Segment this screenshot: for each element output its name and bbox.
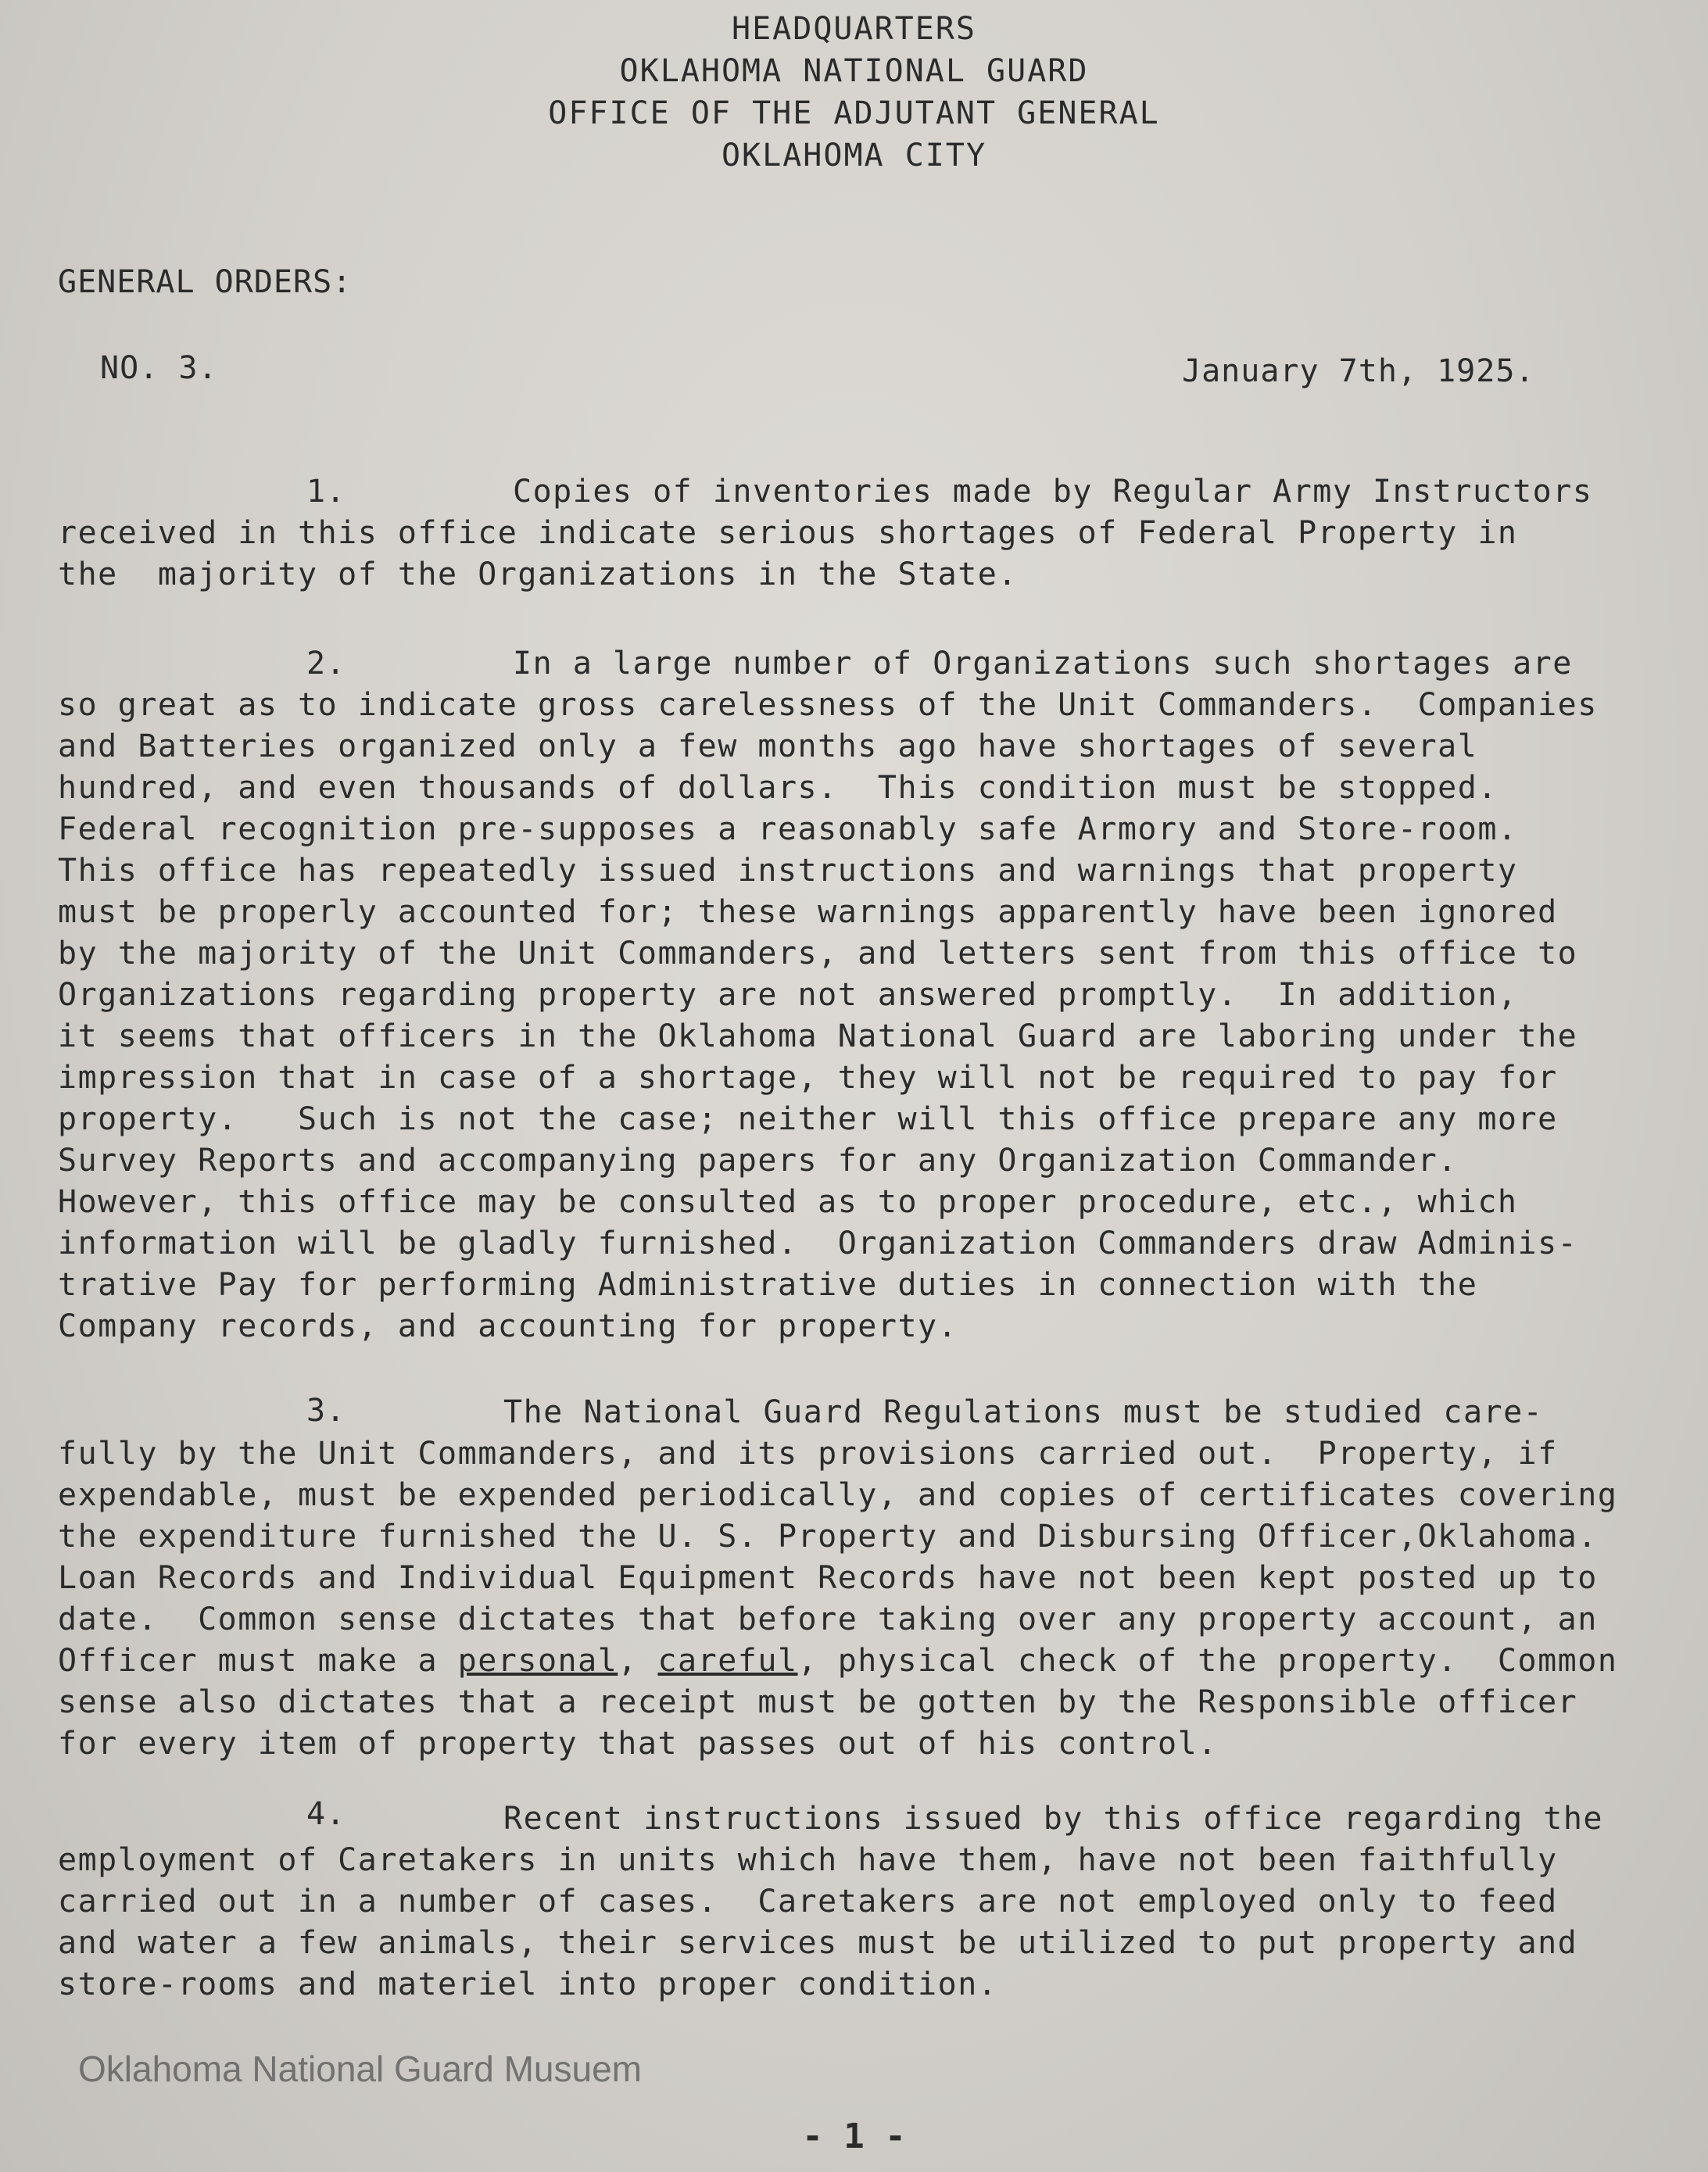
orders-date: January 7th, 1925. bbox=[1182, 353, 1535, 389]
paragraph-3-line: the expenditure furnished the U. S. Property and Disbursing Officer,Oklahoma. bbox=[58, 1519, 1598, 1555]
paragraph-4-line: store-rooms and materiel into proper condition. bbox=[58, 1966, 998, 2002]
paragraph-2-line: hundred, and even thousands of dollars. This condition must be stopped. bbox=[58, 770, 1498, 806]
paragraph-3-line: date. Common sense dictates that before taking over any property account, an bbox=[58, 1601, 1598, 1637]
orders-number: NO. 3. bbox=[100, 350, 218, 386]
paragraph-2-line: it seems that officers in the Oklahoma National Guard are laboring under the bbox=[58, 1018, 1578, 1054]
paragraph-2-line: Organizations regarding property are not answered promptly. In addition, bbox=[58, 977, 1518, 1013]
header-line-2: OKLAHOMA NATIONAL GUARD bbox=[619, 53, 1089, 89]
line-text: Officer must make a bbox=[58, 1643, 458, 1679]
paragraph-4-line: carried out in a number of cases. Caretakers are not employed only to feed bbox=[58, 1884, 1558, 1920]
general-orders-title: GENERAL ORDERS: bbox=[58, 264, 353, 300]
header-line-3: OFFICE OF THE ADJUTANT GENERAL bbox=[548, 95, 1160, 131]
underlined-word-personal: personal bbox=[457, 1643, 618, 1679]
paragraph-4-line: Recent instructions issued by this office regarding the bbox=[503, 1801, 1604, 1837]
header-line-4: OKLAHOMA CITY bbox=[721, 138, 987, 174]
paragraph-3-line: The National Guard Regulations must be studied care- bbox=[503, 1394, 1544, 1430]
paragraph-4-line: and water a few animals, their services must be utilized to put property and bbox=[58, 1925, 1578, 1961]
paragraph-2-line: Survey Reports and accompanying papers for any Organization Commander. bbox=[58, 1143, 1458, 1179]
underlined-word-careful: careful bbox=[657, 1643, 798, 1679]
paragraph-1-line: the majority of the Organizations in the State. bbox=[58, 556, 1018, 592]
paragraph-2-line: However, this office may be consulted as to proper procedure, etc., which bbox=[58, 1184, 1518, 1220]
line-text: , bbox=[618, 1643, 658, 1679]
paragraph-2-line: by the majority of the Unit Commanders, and letters sent from this office to bbox=[58, 936, 1578, 971]
paragraph-2-line: property. Such is not the case; neither will this office prepare any more bbox=[58, 1101, 1558, 1137]
paragraph-4-line: employment of Caretakers in units which have them, have not been faithfully bbox=[58, 1842, 1558, 1878]
paragraph-2-line: impression that in case of a shortage, they will not be required to pay for bbox=[58, 1060, 1558, 1096]
paragraph-3-line: Loan Records and Individual Equipment Records have not been kept posted up to bbox=[58, 1560, 1598, 1596]
paragraph-3-number: 3. bbox=[306, 1393, 346, 1429]
paragraph-3-line: fully by the Unit Commanders, and its provisions carried out. Property, if bbox=[58, 1436, 1558, 1472]
paragraph-2-line: must be properly accounted for; these warnings apparently have been ignored bbox=[58, 894, 1558, 930]
paragraph-2-line: This office has repeatedly issued instructions and warnings that property bbox=[58, 853, 1518, 889]
paragraph-1-line: Copies of inventories made by Regular Army Instructors bbox=[513, 474, 1593, 510]
header-line-1: HEADQUARTERS bbox=[732, 11, 976, 47]
museum-watermark: Oklahoma National Guard Musuem bbox=[78, 2049, 642, 2089]
page-number: - 1 - bbox=[802, 2117, 906, 2156]
paragraph-2-line: Federal recognition pre-supposes a reasonably safe Armory and Store-room. bbox=[58, 811, 1518, 847]
paragraph-3-line-underlined bbox=[58, 1643, 1617, 1679]
paragraph-1-line: received in this office indicate serious shortages of Federal Property in bbox=[58, 515, 1518, 551]
paragraph-4-number: 4. bbox=[306, 1796, 346, 1832]
paragraph-3-line: sense also dictates that a receipt must be gotten by the Responsible officer bbox=[58, 1684, 1578, 1720]
paragraph-2-line: and Batteries organized only a few months ago have shortages of several bbox=[58, 728, 1478, 764]
line-text: , physical check of the property. Common bbox=[797, 1643, 1618, 1679]
paragraph-2-line: so great as to indicate gross carelessness of the Unit Commanders. Companies bbox=[58, 687, 1598, 723]
paragraph-2-number: 2. bbox=[306, 646, 346, 682]
paragraph-2-line: In a large number of Organizations such shortages are bbox=[513, 646, 1573, 682]
paragraph-2-line: trative Pay for performing Administrative duties in connection with the bbox=[58, 1267, 1478, 1303]
paragraph-2-line: information will be gladly furnished. Organization Commanders draw Adminis- bbox=[58, 1226, 1578, 1261]
paragraph-3-line: expendable, must be expended periodically, and copies of certificates covering bbox=[58, 1477, 1618, 1513]
paragraph-2-line: Company records, and accounting for property. bbox=[58, 1308, 958, 1344]
paragraph-1-number: 1. bbox=[306, 474, 346, 510]
paragraph-3-line: for every item of property that passes out of his control. bbox=[58, 1726, 1218, 1762]
